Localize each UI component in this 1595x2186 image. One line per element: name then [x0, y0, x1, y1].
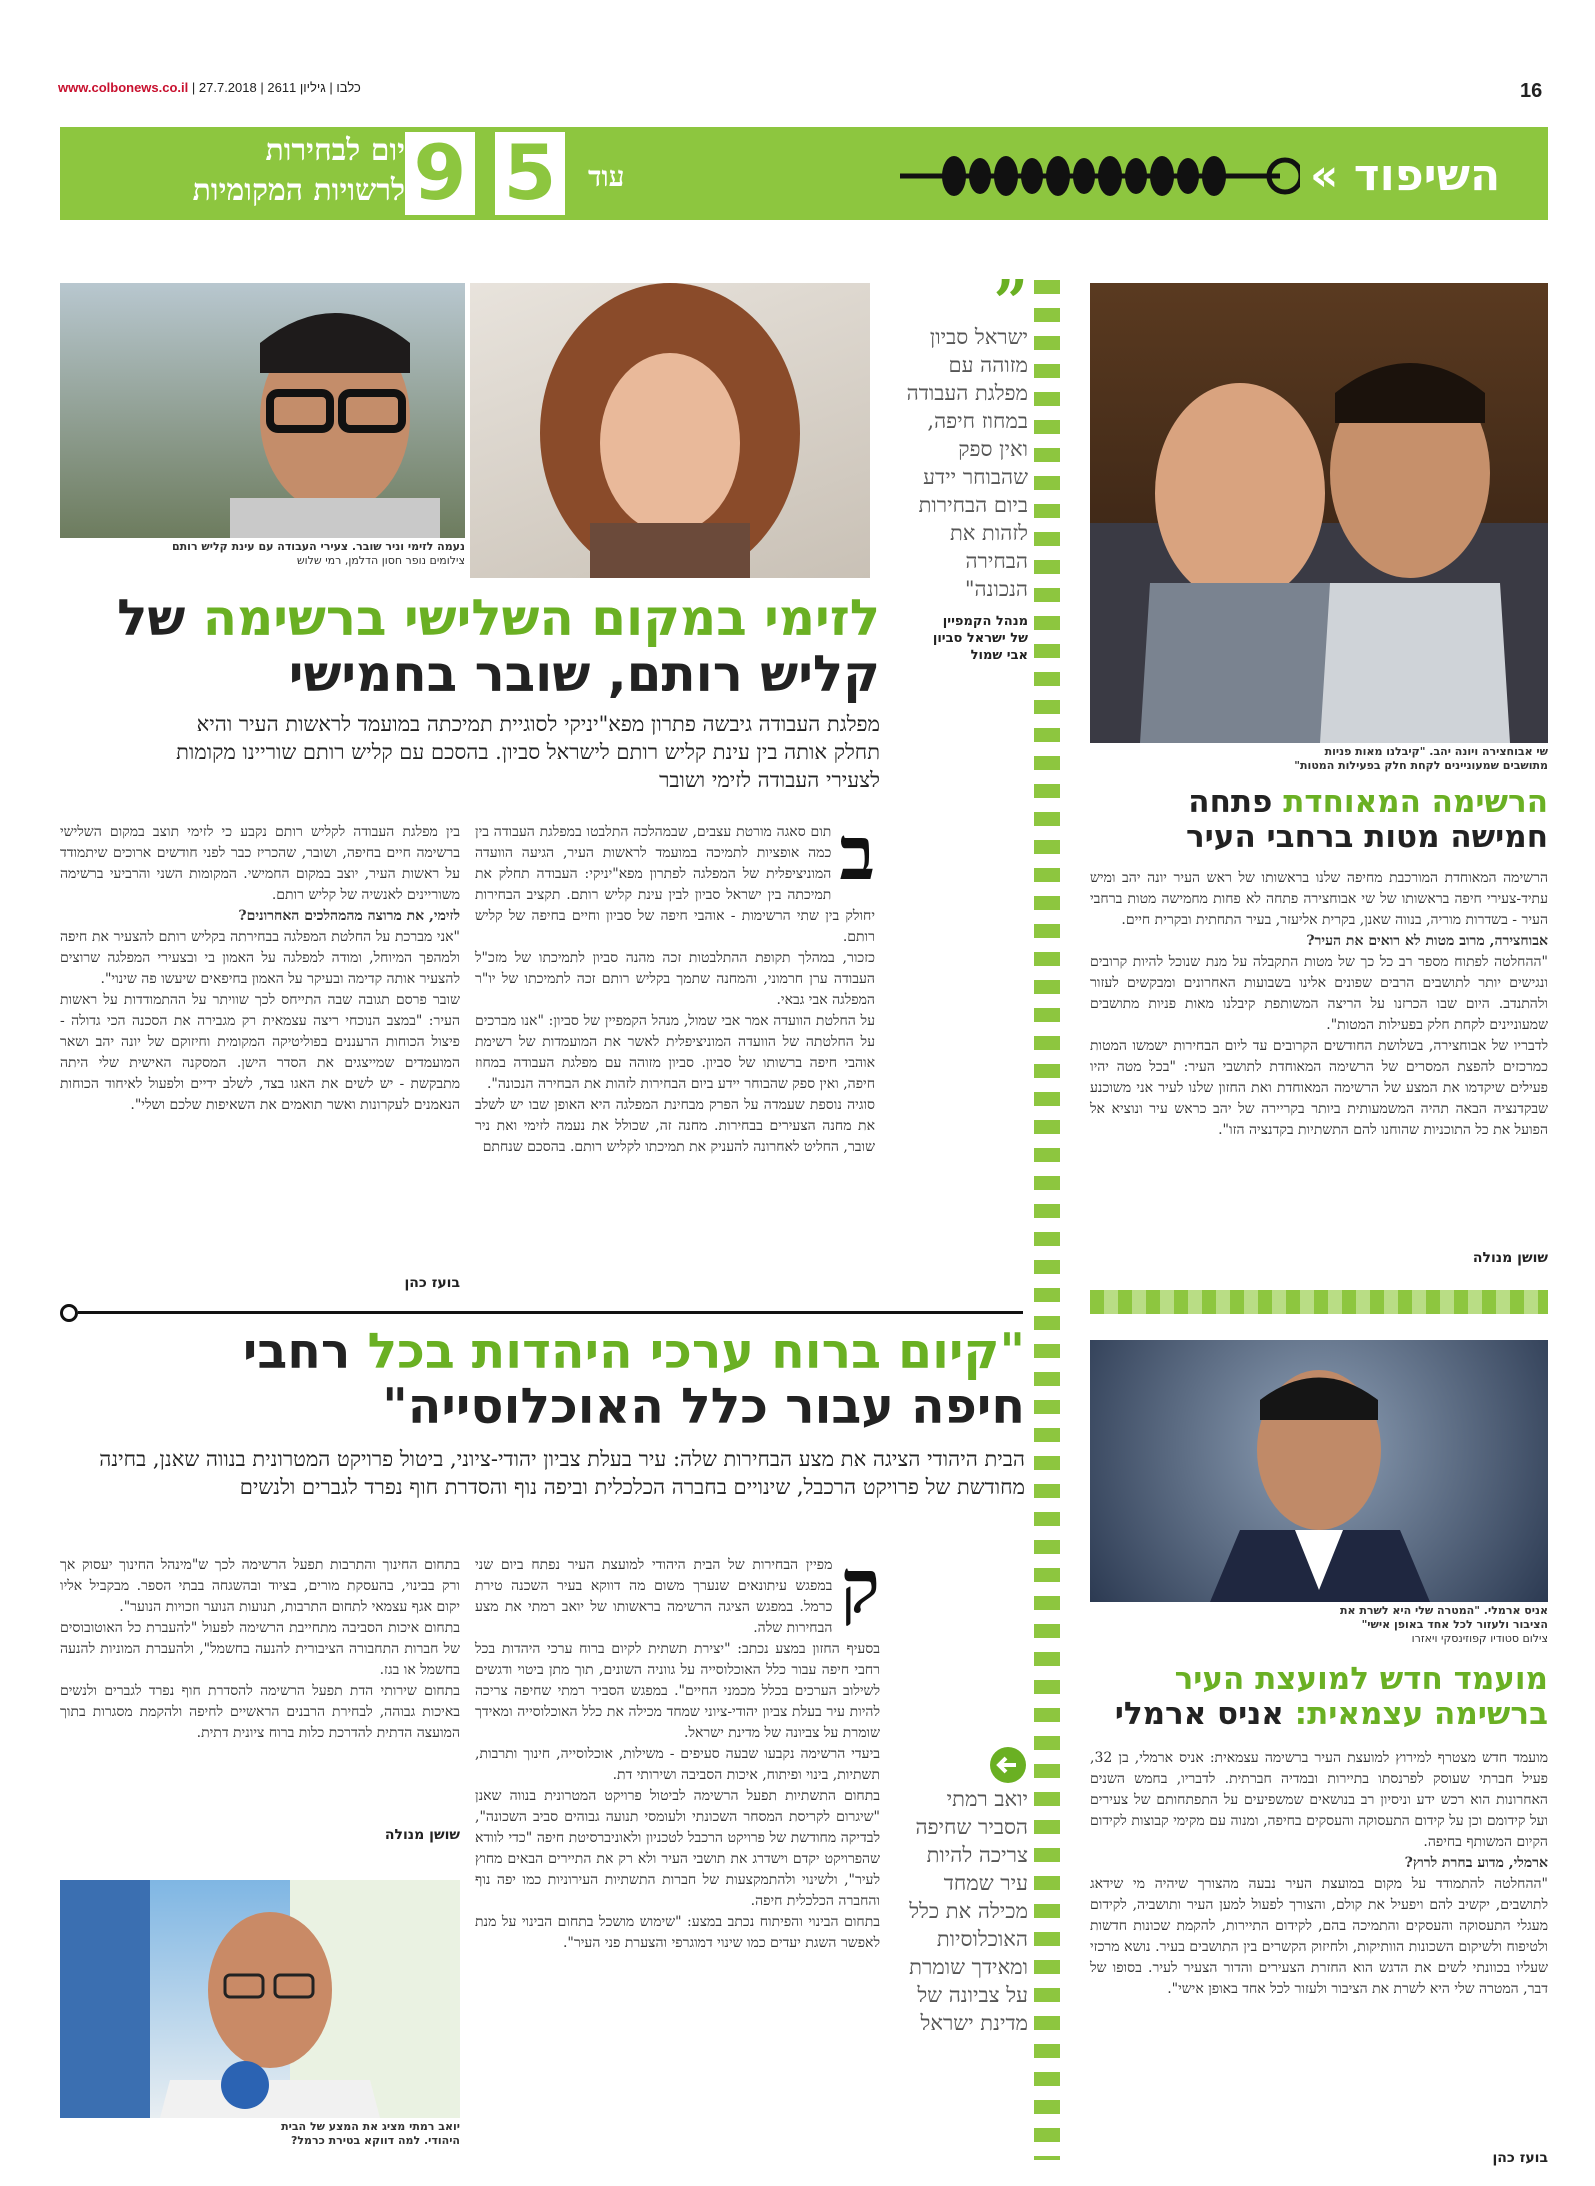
paragraph: "ההחלטה לפתוח מספר רב כל כך של מטות התקבלה על מנת שנוכל להיות קרובים ונגישים יותר לתושבים הרבים שפונים אלינו בשבועות האחרונים ומבקשים לעזור ולהתנדב. היום שבו הכרזנו על הריצה המשותפת קיבלנו מאות פניות מתושבים שמעוניינים לקחת חלק בפעילות המטות". [1090, 954, 1548, 1033]
story2-byline: שושן מנולה [1472, 1250, 1548, 1266]
story2-headline [1090, 785, 1548, 854]
headline-black: פתחה [1188, 784, 1273, 820]
headline-black: רחבי [242, 1323, 351, 1380]
caption-line: שי אבוחצירה ויונה יהב. "קיבלנו מאות פניות [1324, 745, 1548, 758]
story3-subhead: הבית היהודי הציגה את מצע הבחירות שלה: עיר בעלת צביון יהודי-ציוני, ביטול פרויקט המטרונית בנווה שאנן, בחינה מחודשת של פרויקט הרכבל, שינויים בחברה הכלכלית וביפה נוף והסדרת חוף נפרד לגברים ולנשים [99, 1447, 1025, 1499]
masthead-name: כלבו [336, 80, 361, 95]
dropcap: ב [839, 811, 875, 897]
headline-green: הרשימה המאוחדת [1283, 784, 1548, 820]
paragraph: על החלטת הוועדה אמר אבי שמול, מנהל הקמפיין של סביון: "אנו מברכים על החלטתה של הוועדה המוניציפלית לאשר את המועמדות של רשימת אוהבי חיפה ברשותו של סביון. סביון מזוהה עם מפלגת העבודה במחוז חיפה, ואין ספק שהבוחר יידע ביום הבחירות לזהות את הבחירה הנכונה". [475, 1013, 875, 1092]
story3-top-rule [78, 1311, 1023, 1314]
arrow-left-icon [988, 1745, 1028, 1785]
paragraph: "ההחלטה להתמודד על מקום במועצת העיר נבעה מהצורך שיהיה מי שידאג לתושבים, יקשיב להם ויפעיל את קולם, והצורך לפעול למען העיר ותושביה, לקידום מעגלי התעסוקה והעסקים והתמיכה בהם, לקידום התיירות, להקמת שכונות חדשות ולטיפוח ולשיקום השכונות הוותיקות, ולחיזוק הקשרים בין התושבים בעיר. נושא מרכזי שעליו בכוונתי לשים את הדגש הוא החזרת הצעירים והדור הצעיר לעיר. בסופו של דבר, המטרה שלי היא לשרת את הציבור ולעזור לכל אחד באופן אישי". [1090, 1876, 1548, 1997]
story4-headline [1090, 1662, 1548, 1731]
story1-column-left [60, 822, 460, 1116]
countdown-digit-5: 5 [490, 127, 570, 220]
section-title: השיפוד » [1310, 150, 1501, 201]
paragraph: ביעדי הרשימה נקבעו שבעה סעיפים - משילות, אוכלוסייה, חינוך ותרבות, תשתיות, בינוי ופיתוח, איכות הסביבה ושירותי דת. [475, 1746, 880, 1783]
headline-line2: קליש רותם, שובר בחמישי [288, 645, 880, 703]
story2-body [1090, 868, 1548, 1141]
countdown-line-2: לרשויות המקומיות [192, 173, 405, 208]
story1-headline [60, 590, 880, 702]
attrib-line: אבי שמול [970, 648, 1028, 663]
story3-headline [60, 1325, 1025, 1435]
caption-credit: צילום סטודיו קפוזינסקי ויאזרו [1411, 1632, 1548, 1645]
attrib-line: מנהל הקמפיין [942, 614, 1028, 629]
photo-naama-lazimi [470, 283, 870, 578]
site-url[interactable]: www.colbonews.co.il [58, 80, 189, 95]
interview-question: ארמלי, מדוע בחרת לרוץ? [1404, 1855, 1548, 1871]
paragraph: בתחום התשתיות תפעל הרשימה לביטול פרויקט המטרונית בנווה שאנן "שיגרום לקריסת המסחר השכונתי ולעומסי תנועה גבוהים סביב השכונה", לבדיקה מחודשת של פרויקט הרכבל לטכניון ולאוניברסיטת חיפה "כדי לוודא שהפרויקט יקדם וישדרג את תושבי העיר ולא רק את התיירים הבאים מחוץ לעיר", ולשינוי ולהתמקצעות של חברות התשתיות העירוניות כמו יפה נוף והחברה הכלכלית חיפה. [475, 1788, 880, 1909]
paragraph: לדבריו של אבוחצירה, בשלושת החודשים הקרובים עד ליום הבחירות ישמשו המטות כמרכזים להפצת המסרים של הרשימה המאוחדת לתושבי העיר: "בכל מטה יהיו פעילים שיקדמו את המצע של הרשימה המאוחדת ואת החזון שלנו לעיר אני משוכנע שבקדנציה הבאה תהיה המשמעותית ביותר בקריירה של יהב כראש עיר ונוציא אל הפועל את כל התוכניות שהוחנו להם התשתיות בקדנציה הזו". [1090, 1038, 1548, 1138]
quote-text: ישראל סביון מזוהה עם מפלגת העבודה במחוז חיפה, ואין ספק שהבוחר יידע ביום הבחירות לזהות את הבחירה הנכונה" [906, 325, 1028, 601]
story1-subhead: מפלגת העבודה גיבשה פתרון מפא"יניקי לסוגיית תמיכתה במועמד לראשות העיר והיא תחלק אותה בין עינת קליש רותם לישראל סביון. בהסכם עם קליש רותם שוריינו מקומות לצעירי העבודה לזימי ושובר [176, 712, 880, 792]
column-divider [1034, 280, 1060, 2160]
caption-line: יואב רמתי מציג את המצע של הבית [281, 2120, 460, 2133]
quote-mark-icon: ” [993, 268, 1028, 338]
countdown-label: עוד [588, 160, 625, 193]
paragraph: בין מפלגת העבודה לקליש רותם נקבע כי לזימי תוצב במקום השלישי ברשימה חיים בחיפה, ושובר, שהכריז כבר לפני חודשים ארוכים שיתמודד על ראשות העיר, יוצב במקום החמישי. המקומות השני והרביעי ברשימה משוריינים לאנשיה של קליש רותם. [60, 824, 460, 903]
headline-line2: חמישה מטות ברחבי העיר [1186, 818, 1548, 855]
story4-byline: בועז כהן [1492, 2150, 1548, 2166]
countdown-digit-9: 9 [400, 127, 480, 220]
issue-date: 27.7.2018 [198, 80, 257, 95]
rule-endpoint-icon [60, 1304, 78, 1322]
countdown-line-1: יום לבחירות [265, 133, 405, 168]
paragraph: הרשימה המאוחדת המורכבת מחיפה שלנו בראשותו של ראש העיר יונה יהב ומיש עתיד-צעירי חיפה בראשותו של שי אבוחצירה פתחה לא פחות מחמישה מטות ברחבי העיר - בשדרות מוריה, בנווה שאנן, בקרית אליעזר, בעיר התחתית ובקרית חיים. [1090, 870, 1548, 928]
paragraph: בתחום החינוך והתרבות תפעל הרשימה לכך ש"מינהל החינוך יעסוק אך ורק בבינוי, בהעסקת מורים, בציוד ובהשגחה בבתי הספר. מבקביל אליו יקום אגף עצמאי לתחום התרבות, תנועות הנוער וזכויות הנוער". [60, 1557, 460, 1615]
paragraph: מועמד חדש מצטרף למירוץ למועצת העיר ברשימה עצמאית: אניס ארמלי, בן 32, פעיל חברתי שעוסק לפרנסתו בתיירות ובמדיה חברתית. לדבריו, בחמש השנים האחרונות הוא רכש ידע וניסיון רב בנושאים שמשפיעים על התפתחותם של צעירים ועל קידומם וכן על קידום התעסוקה והעסקים בחיפה, ומנוה עם מקימי קבוצות לקידום הקיום המשותף בחיפה. [1090, 1750, 1548, 1850]
paragraph: "אני מברכת על החלטת המפלגה בבחירתה בקליש רותם להצעיר את חיפה ולמהפך המיוחל, ומודה למפלגה על האמון בי ובצעירי המפלגה שרוצים להצעיר אותה קדימה ובעיקר על האמון בחיפאים שיעשו פה שינוי". [60, 929, 460, 987]
attrib-line: של ישראל סביון [932, 631, 1028, 646]
interview-question: לזימי, את מרוצה מהמהלכים האחרונים? [238, 908, 460, 924]
quote-attribution [900, 613, 1028, 664]
story3-column-right [475, 1544, 880, 1954]
headline-green: "קיום ברוח ערכי היהדות בכל [367, 1323, 1025, 1380]
paragraph: מפיין הבחירות של הבית היהודי למועצת העיר נפתח ביום שני במפגש עיתונאים שנערך משום מה דווקא בעיר השכנה טירת כרמל. במפגש הציגה הרשימה בראשותו של יואב רמתי את מצע הבחירות שלה. [475, 1557, 833, 1636]
issue-number: גיליון 2611 [267, 80, 326, 95]
quote-text: יואב רמתי הסביר שחיפה צריכה להיות עיר שמחד מכילה את כלל האוכלוסיות ומאידך שומרת על צביונה של מדינת ישראל [909, 1787, 1028, 2035]
headline-green: ברשימה עצמאית: [1294, 1695, 1548, 1732]
headline-line2: חיפה עבור כלל האוכלוסייה" [382, 1377, 1025, 1435]
paragraph: בסעיף החזון במצע נכתב: "יצירת תשתית לקיום ברוח ערכי היהדות בכל רחבי חיפה עבור כלל האוכלוסייה על גווניה השונים, תוך מתן ביטוי ודגשים לשילוב הערכים בכלל מכמני החיים". במפגש הסביר רמתי שחיפה צריכה להיות עיר בעלת צביון יהודי-ציוני שמחד מכילה את כלל האוכלוסייה ומאידך שומרת על צביונה של מדינת ישראל. [475, 1641, 880, 1741]
photo-abuhatzira-yahav [1090, 283, 1548, 743]
interview-question: אבוחצירה, מרוב מטות לא רואים את העיר? [1306, 933, 1548, 949]
headline-black: אניס ארמלי [1114, 1695, 1284, 1732]
photo-caption-story4 [1090, 1604, 1548, 1646]
section-divider-right [1090, 1290, 1548, 1314]
caption-line: הציבור ולעזור לכל אחד באופן אישי" [1361, 1618, 1548, 1631]
dropcap: ק [840, 1544, 880, 1630]
paragraph: שובר פרסם תגובה שבה התייחס לכך שוויתר על ההתמודדות על ראשות העיר: "במצב הנוכחי ריצה עצמאית רק מגבירה את הסכנה הכי גדולה - פיצול הכוחות הרעננים בפוליטיקה המקומית וחיזוקם של יונה יהב ושאר המועמדים שמייצגים את הסדר הישן. המסקנה האישית שלי היתה מתבקשת - יש לשים את האגו בצד, לשלב ידיים ולפעול לאיחוד הכוחות הנאמנים לעקרונות ואשר תואמים את השאיפות שלכם ושלי". [60, 992, 460, 1113]
story1-byline: בועז כהן [404, 1275, 460, 1291]
paragraph: בתחום הבינוי והפיתוח נכתב במצע: "שימוש מושכל בתחום הבינוי על מנת לאפשר השגת יעדים כמו שינוי דמוגרפי והצערת פני העיר". [475, 1914, 880, 1951]
story3-pullquote [900, 1745, 1028, 2037]
paragraph: בתחום שירותי הדת תפעל הרשימה להסדרת חוף נפרד לגברים ולנשים באיכות גבוהה, לבחירת הרבנים הראשיים לחיפה ולהקמת מסגרות בתוך המועצה הדתית להדרכת כלות ברוח ציונית דתית. [60, 1683, 460, 1741]
story3-byline: שושן מנולה [384, 1827, 460, 1843]
story1-column-right [475, 811, 875, 1158]
photo-caption-story1 [60, 540, 465, 568]
paragraph: תום סאגה מורטת עצבים, שבמהלכה התלבטו במפלגת העבודה בין כמה אופציות לתמיכה במועמד לראשות העיר, הגיעה הוועדה המוניציפלית של המפלגה לפתרון מפא"יניקי: העבודה תחלק את תמיכתה בין ישראל סביון לבין עינת קליש רותם. תקציב הבחירות יחולק בין שתי הרשימות - אוהבי חיפה של סביון וחיים בחיפה של קליש רותם. [475, 824, 875, 945]
page-number: 16 [1520, 80, 1543, 102]
countdown-caption [60, 127, 415, 220]
skewer-icon [900, 145, 1300, 207]
photo-anis-armali [1090, 1340, 1548, 1602]
paragraph: בתחום איכות הסביבה מתחייבת הרשימה לפעול "להעברת כל האוטובוסים של חברות התחבורה הציבורית להנעה בחשמל", ולהעברת המוניות להנעה בחשמל או בגז. [60, 1620, 460, 1678]
photo-caption-story2 [1090, 745, 1548, 773]
headline-green: מועמד חדש למועצת העיר [1174, 1661, 1548, 1697]
story3-column-left [60, 1555, 460, 1744]
paragraph: סוגיה נוספת שעמדה על הפרק מבחינת המפלגה היא האופן שבו יש לשלב את מחנה הצעירים בבחירות. מחנה זה, שכולל את נעמה לזימי ואת ניר שובר, החליט לאחרונה להעניק את תמיכתו לקליש רותם. בהסכם שנחתם [475, 1097, 875, 1155]
caption-line: אניס ארמלי. "המטרה שלי היא לשרת את [1340, 1604, 1548, 1617]
caption-line: מתושבים שמעוניינים לקחת חלק בפעילות המטות" [1294, 759, 1548, 772]
story1-pullquote [900, 268, 1028, 664]
masthead-line: www.colbonews.co.il | כלבו | גיליון 2611 | 27.7.2018 [58, 80, 361, 95]
caption-line: היהודי. למה דווקא בטירת כרמל? [290, 2134, 460, 2147]
photo-yoav-ramati [60, 1880, 460, 2118]
paragraph: כזכור, במהלך תקופת ההתלבטות זכה מהנה סביון לתמיכתו של מזכ"ל העבודה ערן חרמוני, והמחנה שתמך בקליש רותם זכה לתמיכתו של יו"ר המפלגה אבי גבאי. [475, 950, 875, 1008]
caption-text: נעמה לזימי וניר שובר. צעירי העבודה עם עינת קליש רותם [172, 540, 465, 553]
caption-credit: צילומים נופר חסון הדלמן, רמי שלוש [296, 554, 465, 567]
story4-body [1090, 1748, 1548, 2000]
photo-nir-shover [60, 283, 465, 538]
photo-caption-story3 [60, 2120, 460, 2148]
headline-green: לזימי במקום השלישי ברשימה [202, 589, 880, 647]
headline-black: של [117, 589, 186, 647]
